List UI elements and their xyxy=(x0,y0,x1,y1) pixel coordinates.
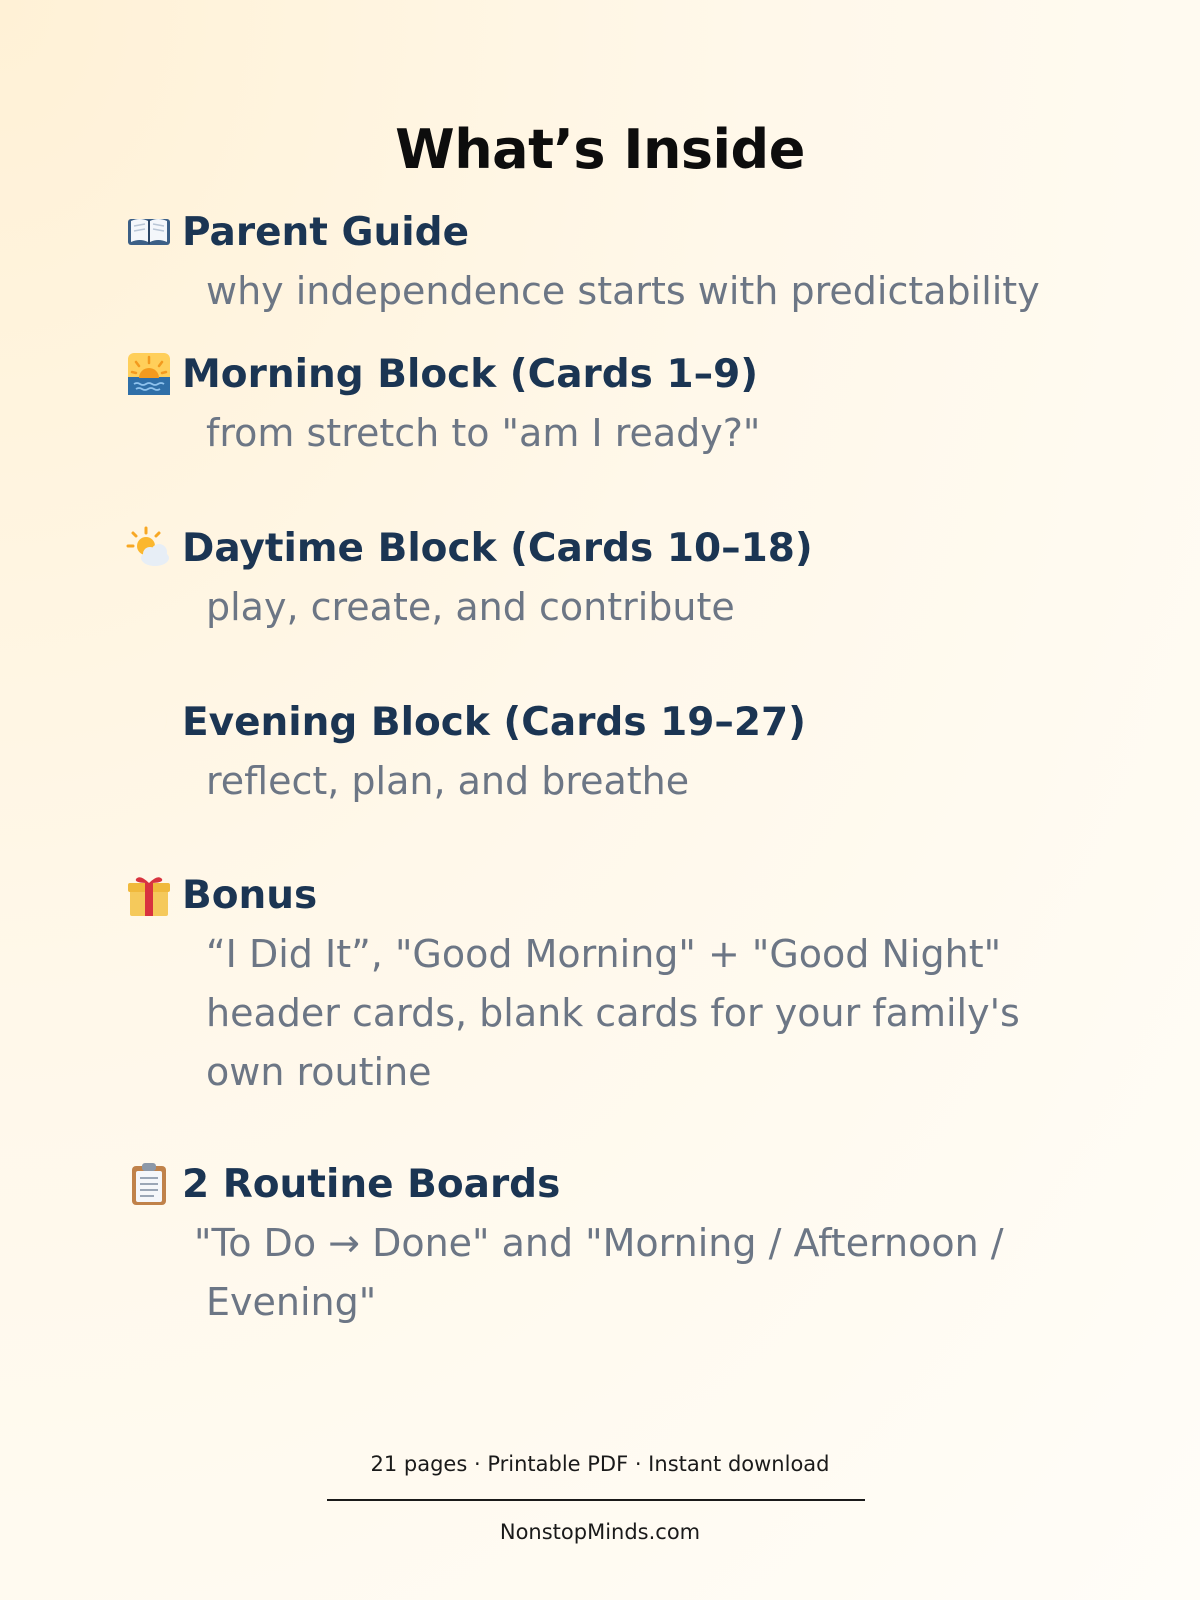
section-heading: Parent Guide xyxy=(182,209,470,255)
sun-behind-cloud-icon xyxy=(126,525,172,571)
description-line: from stretch to "am I ready?" xyxy=(206,411,761,455)
section-description xyxy=(194,1214,1004,1332)
page-title: What’s Inside xyxy=(395,118,805,181)
description-line: “I Did It”, "Good Morning" + "Good Night" xyxy=(206,932,1002,976)
section-description xyxy=(206,925,1020,1102)
description-line: why independence starts with predictability xyxy=(206,269,1040,313)
section-description xyxy=(206,578,813,637)
description-line: "To Do → Done" and "Morning / Afternoon / xyxy=(194,1221,1004,1265)
description-line: own routine xyxy=(206,1050,432,1094)
section-morning-block xyxy=(126,348,760,463)
section-heading: Bonus xyxy=(182,872,318,918)
section-heading: Daytime Block (Cards 10–18) xyxy=(182,525,813,571)
section-heading: 2 Routine Boards xyxy=(182,1161,561,1207)
description-line: header cards, blank cards for your family's xyxy=(206,991,1020,1035)
section-heading: Morning Block (Cards 1–9) xyxy=(182,351,759,397)
section-description xyxy=(206,404,760,463)
section-evening-block xyxy=(126,696,806,811)
product-details: 21 pages · Printable PDF · Instant download xyxy=(370,1452,830,1476)
section-bonus xyxy=(126,869,1020,1102)
sunrise-icon xyxy=(126,351,172,397)
description-line: reflect, plan, and breathe xyxy=(206,759,690,803)
gift-icon xyxy=(126,872,172,918)
description-line: play, create, and contribute xyxy=(206,585,735,629)
crescent-moon-icon xyxy=(126,699,172,745)
section-description xyxy=(206,262,1040,321)
clipboard-icon xyxy=(126,1161,172,1207)
section-routine-boards xyxy=(126,1158,1004,1332)
section-heading: Evening Block (Cards 19–27) xyxy=(182,699,806,745)
footer-divider xyxy=(327,1499,865,1501)
section-description xyxy=(206,752,806,811)
open-book-icon xyxy=(126,209,172,255)
description-line: Evening" xyxy=(206,1280,377,1324)
section-parent-guide xyxy=(126,206,1040,321)
website-link[interactable]: NonstopMinds.com xyxy=(499,1520,701,1544)
section-daytime-block xyxy=(126,522,813,637)
